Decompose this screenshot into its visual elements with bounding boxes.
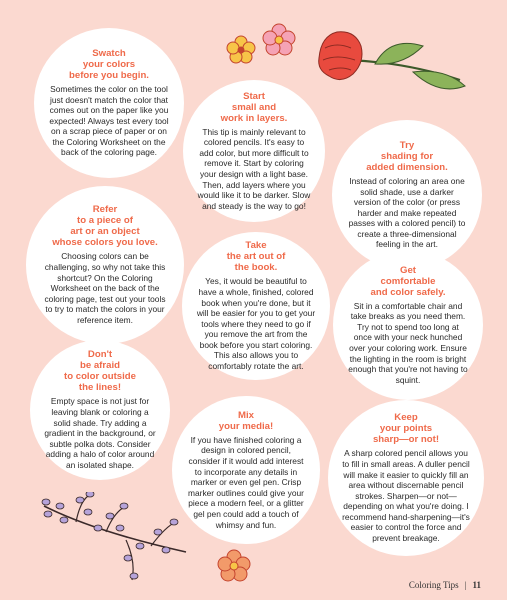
lavender-sprig-icon bbox=[42, 492, 186, 580]
tip-start-small bbox=[183, 80, 325, 222]
footer-separator: | bbox=[464, 580, 467, 590]
tip-body: Empty space is not just for leaving blank or coloring a solid shade. Try adding a gradient in the background, or subtle polka dots. Consider adding a halo of color around an isolated shape. bbox=[44, 396, 156, 470]
tip-body: Choosing colors can be challenging, so why not take this shortcut? On the Coloring Worksheet on the back of the coloring page, test out your tools to try to match the colors in your reference item. bbox=[44, 251, 166, 325]
tip-body: Yes, it would be beautiful to have a whole, finished, colored book when you're done, but it will be easier for you to get your tools where they need to go if you remove the art from the book before you start coloring. This also allows you to comfortably rotate the art. bbox=[196, 276, 316, 372]
tip-title: Don't be afraid to color outside the lines! bbox=[64, 349, 136, 394]
tip-title: Mix your media! bbox=[218, 409, 274, 432]
page-number: 11 bbox=[472, 580, 481, 590]
tip-body: Sometimes the color on the tool just doesn't match the color that comes out on the paper like you expected! Always test every tool on a scrap piece of paper or on the Coloring Worksheet on the back of the coloring page. bbox=[49, 83, 169, 158]
tip-title: Keep your points sharp—or not! bbox=[372, 412, 440, 446]
tip-body: A sharp colored pencil allows you to fill in small areas. A duller pencil will make it easier to quickly fill an area without discernable pencil strokes. Sharpen—or not—depending on what you're doing. I recommend hand-sharpening—it's easier to control the force and prevent breakage. bbox=[342, 448, 470, 544]
tip-body: Instead of coloring an area one solid shade, use a darker version of the color (or press harder and make repeated passes with a colored pencil) to create a three-dimensional feeling in the art. bbox=[348, 175, 466, 250]
tip-title: Try shading for added dimension. bbox=[366, 139, 448, 173]
carnation-icon bbox=[319, 32, 465, 89]
tip-title: Take the art out of the book. bbox=[226, 240, 286, 274]
tip-color-outside-lines bbox=[30, 340, 170, 480]
yellow-flower-icon bbox=[227, 36, 255, 63]
tip-body: This tip is mainly relevant to colored pencils. It's easy to add color, but more difficult to remove it. Start by coloring your design with a light base. Then, add layers where you would like it to be darker. Slow and steady is the way to go! bbox=[197, 126, 311, 211]
pink-flower-icon bbox=[263, 24, 295, 55]
tip-take-art-out bbox=[182, 232, 330, 380]
tip-title: Start small and work in layers. bbox=[220, 90, 288, 124]
tip-title: Swatch your colors before you begin. bbox=[69, 47, 149, 81]
tip-body: Sit in a comfortable chair and take breaks as you need them. Try not to spend too long at once with your neck hunched over your coloring work. Ensure the lighting in the room is bright enough that you're not having to squint. bbox=[348, 300, 468, 385]
tip-mix-media bbox=[172, 396, 320, 544]
page-footer bbox=[409, 580, 481, 590]
tip-keep-points-sharp bbox=[328, 400, 484, 556]
tip-refer-art bbox=[26, 186, 184, 344]
tip-try-shading bbox=[332, 120, 482, 270]
footer-section: Coloring Tips bbox=[408, 580, 459, 590]
tip-title: Get comfortable and color safely. bbox=[370, 264, 446, 298]
tip-title: Refer to a piece of art or an object whose colors you love. bbox=[52, 204, 158, 249]
tip-get-comfortable bbox=[333, 250, 483, 400]
tip-swatch-colors bbox=[34, 28, 184, 178]
tip-body: If you have finished coloring a design in colored pencil, consider if it would add interest to incorporate any details in marker or even gel pen. Crisp marker outlines could give your piece a modern feel, or a glitter gel pen could add a touch of whimsy and fun. bbox=[188, 434, 304, 530]
orange-flower-icon bbox=[218, 550, 250, 581]
